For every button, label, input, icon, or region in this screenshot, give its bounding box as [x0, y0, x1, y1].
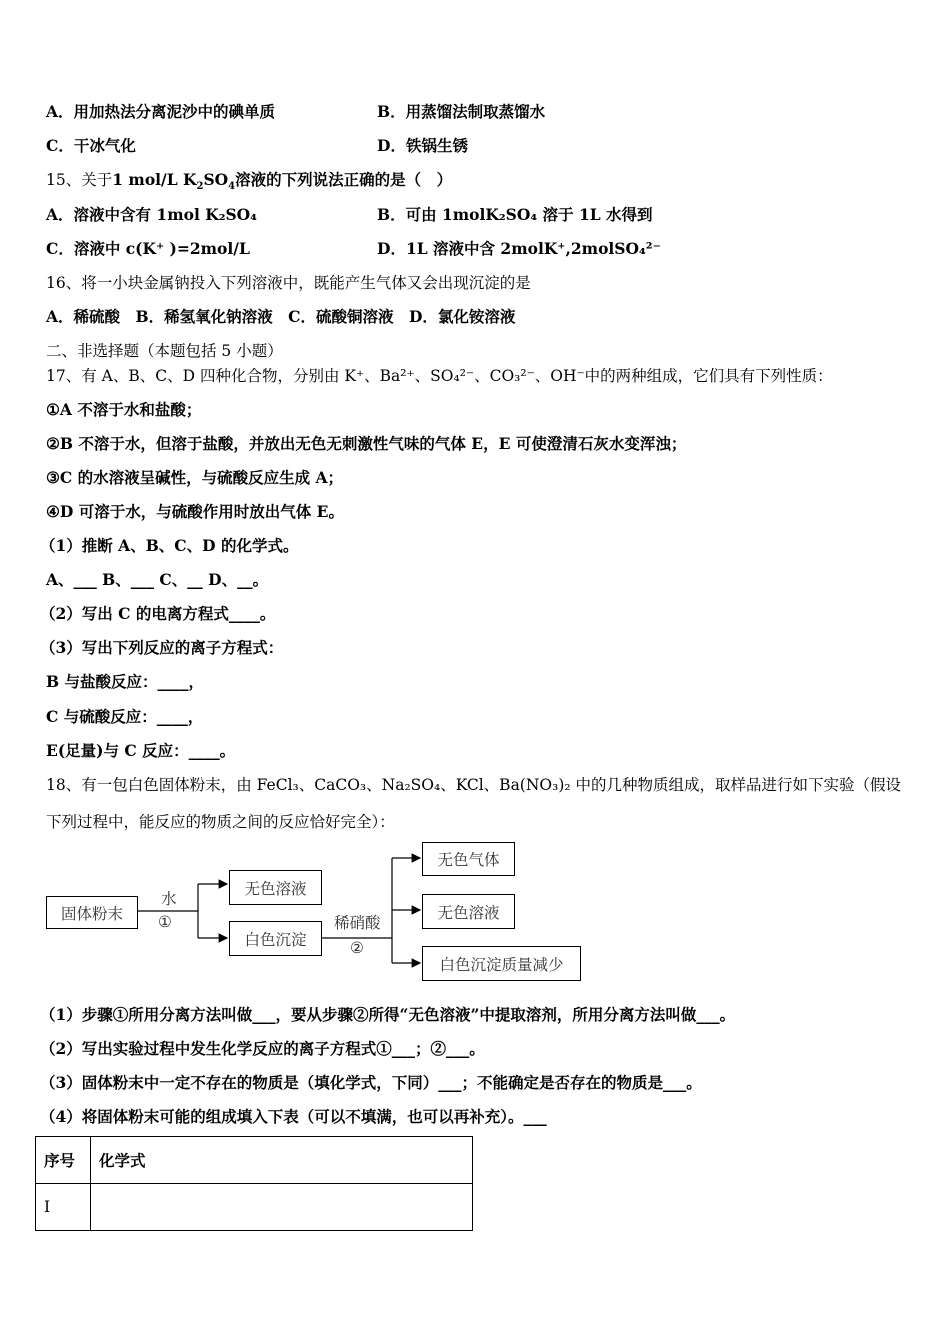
q17-reaction-3: E(足量)与 C 反应：____。 — [46, 741, 236, 760]
q17-sub3: （3）写出下列反应的离子方程式： — [40, 638, 284, 657]
composition-table — [35, 1136, 473, 1231]
diagram-colorless-solution-box: 无色溶液 — [229, 870, 322, 905]
q15-stem-prefix: 15、关于 — [46, 171, 113, 189]
q17-sub1: （1）推断 A、B、C、D 的化学式。 — [40, 536, 299, 555]
diagram-step2-number: ② — [350, 939, 364, 957]
q18-sub4: （4）将固体粉末可能的组成填入下表（可以不填满，也可以再补充）。___ — [40, 1107, 547, 1126]
q15-stem-bold: 1 mol/L K — [112, 170, 197, 189]
q14-option-b: B．用蒸馏法制取蒸馏水 — [377, 102, 546, 121]
q16-stem: 16、将一小块金属钠投入下列溶液中，既能产生气体又会出现沉淀的是 — [46, 274, 531, 292]
q15-option-b: B．可由 1molK₂SO₄ 溶于 1L 水得到 — [377, 205, 653, 224]
table-cell-formula[interactable] — [91, 1184, 473, 1231]
q17-property-1: ①A 不溶于水和盐酸； — [46, 400, 202, 419]
diagram-step1-reagent: 水 — [161, 890, 177, 908]
q16-options: A．稀硫酸 B．稀氢氧化钠溶液 C．硫酸铜溶液 D．氯化铵溶液 — [46, 307, 516, 326]
diagram-start-box: 固体粉末 — [46, 896, 138, 929]
q17-sub2: （2）写出 C 的电离方程式____。 — [40, 604, 276, 623]
diagram-precipitate-decrease-box: 白色沉淀质量减少 — [422, 946, 581, 981]
table-row — [36, 1184, 473, 1231]
diagram-step2-reagent: 稀硝酸 — [334, 914, 381, 932]
q15-option-d: D．1L 溶液中含 2molK⁺,2molSO₄²⁻ — [377, 239, 661, 258]
q17-stem: 17、有 A、B、C、D 四种化合物，分别由 K⁺、Ba²⁺、SO₄²⁻、CO₃²⁻、OH⁻中的两种组成，它们具有下列性质： — [46, 367, 833, 385]
q18-stem-line2: 下列过程中，能反应的物质之间的反应恰好完全）： — [46, 813, 395, 831]
table-cell-index: Ⅰ — [36, 1184, 91, 1231]
diagram-colorless-gas-box: 无色气体 — [422, 842, 515, 876]
section-heading: 二、非选择题（本题包括 5 小题） — [46, 342, 283, 360]
q15-stem-suffix: 溶液的下列说法正确的是（ ） — [235, 170, 453, 189]
q17-property-4: ④D 可溶于水，与硫酸作用时放出气体 E。 — [46, 502, 344, 521]
q18-sub1: （1）步骤①所用分离方法叫做___，要从步骤②所得“无色溶液”中提取溶剂，所用分离方法叫做___。 — [40, 1005, 736, 1024]
q15-stem: 15、关于1 mol/L $K_2SO_4$溶液的下列说法正确的是（ ） — [46, 170, 453, 193]
q14-option-a: A．用加热法分离泥沙中的碘单质 — [46, 102, 276, 121]
q17-property-3: ③C 的水溶液呈碱性，与硫酸反应生成 A； — [46, 468, 344, 487]
q17-property-2: ②B 不溶于水，但溶于盐酸，并放出无色无刺激性气味的气体 E，E 可使澄清石灰水变浑浊； — [46, 434, 687, 453]
diagram-colorless-solution2-box: 无色溶液 — [422, 894, 515, 929]
q18-sub3: （3）固体粉末中一定不存在的物质是（填化学式，下同）___；不能确定是否存在的物质是___。 — [40, 1073, 702, 1092]
q15-option-c: C．溶液中 c(K⁺ )=2mol/L — [46, 239, 250, 258]
q14-option-c: C．干冰气化 — [46, 136, 136, 155]
q14-option-d: D．铁锅生锈 — [377, 136, 468, 155]
table-header-row — [36, 1137, 473, 1184]
q15-option-a: A．溶液中含有 1mol K₂SO₄ — [46, 205, 257, 224]
diagram-step1-number: ① — [158, 913, 172, 931]
q18-sub2: （2）写出实验过程中发生化学反应的离子方程式①___；②___。 — [40, 1039, 485, 1058]
q17-sub1-blanks: A、___ B、___ C、__ D、__。 — [46, 570, 269, 589]
q17-reaction-2: C 与硫酸反应：____， — [46, 707, 204, 726]
table-header-index: 序号 — [36, 1137, 91, 1184]
q17-reaction-1: B 与盐酸反应：____， — [46, 672, 204, 691]
table-header-formula: 化学式 — [91, 1137, 473, 1184]
q18-stem-line1: 18、有一包白色固体粉末，由 FeCl₃、CaCO₃、Na₂SO₄、KCl、Ba(NO₃)₂ 中的几种物质组成，取样品进行如下实验（假设 — [46, 776, 902, 794]
diagram-white-precipitate-box: 白色沉淀 — [229, 921, 322, 956]
